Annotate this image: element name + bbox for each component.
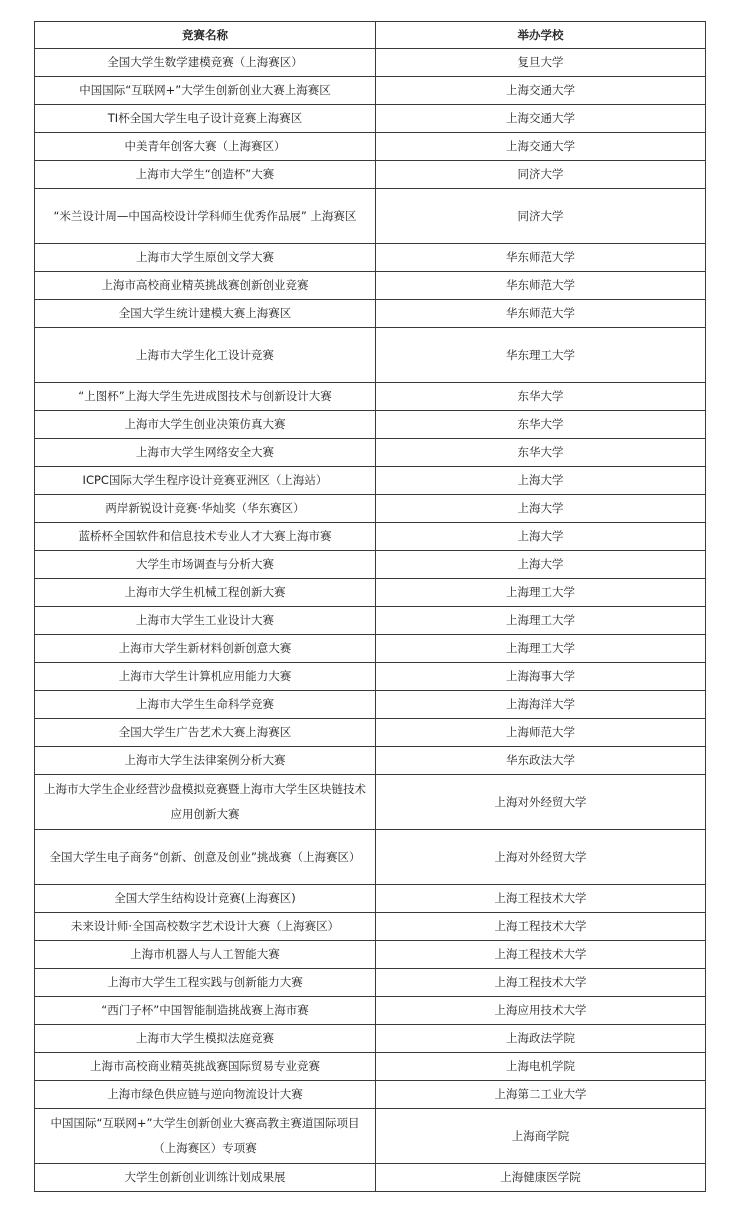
competition-table <box>34 21 706 1192</box>
table-row <box>35 635 706 663</box>
host-school-cell: 上海商学院 <box>376 1109 706 1164</box>
competition-name-cell: “米兰设计周—中国高校设计学科师生优秀作品展” 上海赛区 <box>35 189 376 244</box>
host-school-cell: 复旦大学 <box>376 49 706 77</box>
competition-name-cell: 全国大学生结构设计竞赛(上海赛区) <box>35 885 376 913</box>
table-row <box>35 719 706 747</box>
table-row <box>35 1109 706 1164</box>
host-school-cell: 上海工程技术大学 <box>376 969 706 997</box>
table-row <box>35 1053 706 1081</box>
host-school-cell: 上海大学 <box>376 551 706 579</box>
competition-name-cell: 中国国际“互联网+”大学生创新创业大赛上海赛区 <box>35 77 376 105</box>
host-school-cell: 上海理工大学 <box>376 607 706 635</box>
table-row <box>35 272 706 300</box>
competition-name-cell: 蓝桥杯全国软件和信息技术专业人才大赛上海市赛 <box>35 523 376 551</box>
host-school-cell: 华东师范大学 <box>376 272 706 300</box>
host-school-cell: 华东师范大学 <box>376 244 706 272</box>
competition-name-cell: 两岸新锐设计竞赛·华灿奖（华东赛区） <box>35 495 376 523</box>
table-row <box>35 775 706 830</box>
host-school-cell: 上海交通大学 <box>376 77 706 105</box>
competition-name-cell: 全国大学生数学建模竞赛（上海赛区） <box>35 49 376 77</box>
competition-name-cell: 上海市高校商业精英挑战赛创新创业竞赛 <box>35 272 376 300</box>
table-row <box>35 969 706 997</box>
competition-name-cell: 上海市大学生模拟法庭竞赛 <box>35 1025 376 1053</box>
header-competition-name: 竞赛名称 <box>35 22 376 49</box>
host-school-cell: 上海工程技术大学 <box>376 913 706 941</box>
table-row <box>35 49 706 77</box>
competition-name-cell: 上海市高校商业精英挑战赛国际贸易专业竞赛 <box>35 1053 376 1081</box>
competition-name-cell: 上海市大学生企业经营沙盘模拟竞赛暨上海市大学生区块链技术应用创新大赛 <box>35 775 376 830</box>
host-school-cell: 上海对外经贸大学 <box>376 830 706 885</box>
host-school-cell: 上海对外经贸大学 <box>376 775 706 830</box>
host-school-cell: 上海海事大学 <box>376 663 706 691</box>
competition-name-cell: 上海市大学生化工设计竞赛 <box>35 328 376 383</box>
host-school-cell: 上海理工大学 <box>376 635 706 663</box>
table-row <box>35 411 706 439</box>
host-school-cell: 华东理工大学 <box>376 328 706 383</box>
table-header-row <box>35 22 706 49</box>
host-school-cell: 华东政法大学 <box>376 747 706 775</box>
host-school-cell: 上海理工大学 <box>376 579 706 607</box>
competition-name-cell: “西门子杯”中国智能制造挑战赛上海市赛 <box>35 997 376 1025</box>
host-school-cell: 上海师范大学 <box>376 719 706 747</box>
competition-name-cell: “上图杯”上海大学生先进成图技术与创新设计大赛 <box>35 383 376 411</box>
competition-name-cell: 上海市大学生工程实践与创新能力大赛 <box>35 969 376 997</box>
competition-name-cell: 上海市绿色供应链与逆向物流设计大赛 <box>35 1081 376 1109</box>
table-row <box>35 607 706 635</box>
table-row <box>35 997 706 1025</box>
table-row <box>35 663 706 691</box>
table-row <box>35 913 706 941</box>
table-row <box>35 495 706 523</box>
host-school-cell: 上海政法学院 <box>376 1025 706 1053</box>
table-row <box>35 941 706 969</box>
host-school-cell: 上海工程技术大学 <box>376 941 706 969</box>
host-school-cell: 东华大学 <box>376 383 706 411</box>
competition-name-cell: TI杯全国大学生电子设计竞赛上海赛区 <box>35 105 376 133</box>
competition-name-cell: 全国大学生广告艺术大赛上海赛区 <box>35 719 376 747</box>
table-row <box>35 328 706 383</box>
table-row <box>35 579 706 607</box>
competition-name-cell: 上海市大学生机械工程创新大赛 <box>35 579 376 607</box>
header-host-school: 举办学校 <box>376 22 706 49</box>
competition-name-cell: 上海市大学生创业决策仿真大赛 <box>35 411 376 439</box>
host-school-cell: 上海大学 <box>376 467 706 495</box>
host-school-cell: 上海交通大学 <box>376 105 706 133</box>
table-row <box>35 1081 706 1109</box>
competition-name-cell: 全国大学生电子商务“创新、创意及创业”挑战赛（上海赛区） <box>35 830 376 885</box>
competition-name-cell: 上海市大学生计算机应用能力大赛 <box>35 663 376 691</box>
host-school-cell: 上海工程技术大学 <box>376 885 706 913</box>
table-row <box>35 133 706 161</box>
table-row <box>35 77 706 105</box>
table-row <box>35 747 706 775</box>
competition-name-cell: 上海市大学生法律案例分析大赛 <box>35 747 376 775</box>
table-row <box>35 189 706 244</box>
competition-name-cell: 中美青年创客大赛（上海赛区） <box>35 133 376 161</box>
host-school-cell: 上海应用技术大学 <box>376 997 706 1025</box>
competition-name-cell: 上海市大学生新材料创新创意大赛 <box>35 635 376 663</box>
table-row <box>35 439 706 467</box>
competition-name-cell: ICPC国际大学生程序设计竞赛亚洲区（上海站） <box>35 467 376 495</box>
host-school-cell: 华东师范大学 <box>376 300 706 328</box>
competition-name-cell: 上海市大学生“创造杯”大赛 <box>35 161 376 189</box>
table-row <box>35 161 706 189</box>
host-school-cell: 上海健康医学院 <box>376 1164 706 1192</box>
table-row <box>35 1025 706 1053</box>
competition-name-cell: 大学生创新创业训练计划成果展 <box>35 1164 376 1192</box>
host-school-cell: 上海大学 <box>376 523 706 551</box>
host-school-cell: 上海电机学院 <box>376 1053 706 1081</box>
table-row <box>35 523 706 551</box>
competition-name-cell: 上海市机器人与人工智能大赛 <box>35 941 376 969</box>
table-row <box>35 830 706 885</box>
table-row <box>35 383 706 411</box>
competition-name-cell: 大学生市场调查与分析大赛 <box>35 551 376 579</box>
host-school-cell: 上海大学 <box>376 495 706 523</box>
table-row <box>35 551 706 579</box>
table-row <box>35 691 706 719</box>
competition-name-cell: 上海市大学生原创文学大赛 <box>35 244 376 272</box>
host-school-cell: 上海第二工业大学 <box>376 1081 706 1109</box>
competition-name-cell: 未来设计师·全国高校数字艺术设计大赛（上海赛区） <box>35 913 376 941</box>
host-school-cell: 同济大学 <box>376 161 706 189</box>
table-row <box>35 885 706 913</box>
competition-name-cell: 上海市大学生工业设计大赛 <box>35 607 376 635</box>
table-row <box>35 105 706 133</box>
competition-name-cell: 上海市大学生生命科学竞赛 <box>35 691 376 719</box>
competition-name-cell: 中国国际“互联网+”大学生创新创业大赛高教主赛道国际项目（上海赛区）专项赛 <box>35 1109 376 1164</box>
host-school-cell: 同济大学 <box>376 189 706 244</box>
competition-name-cell: 全国大学生统计建模大赛上海赛区 <box>35 300 376 328</box>
host-school-cell: 东华大学 <box>376 439 706 467</box>
table-row <box>35 1164 706 1192</box>
table-row <box>35 300 706 328</box>
table-row <box>35 244 706 272</box>
host-school-cell: 上海交通大学 <box>376 133 706 161</box>
table-row <box>35 467 706 495</box>
host-school-cell: 东华大学 <box>376 411 706 439</box>
competition-name-cell: 上海市大学生网络安全大赛 <box>35 439 376 467</box>
host-school-cell: 上海海洋大学 <box>376 691 706 719</box>
